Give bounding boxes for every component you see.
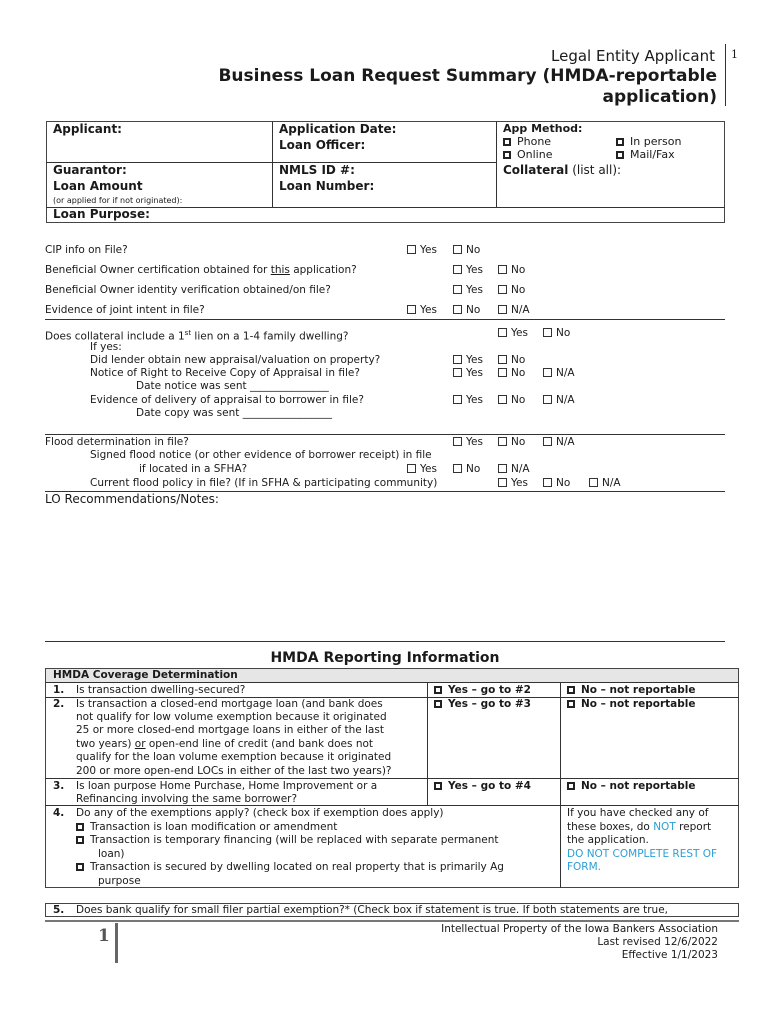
q2-line6: 200 or more open-end LOCs in either of the last two years)?: [76, 765, 392, 777]
q4-option-temporary[interactable]: Transaction is temporary financing (will be replaced with separate permanent: [76, 834, 499, 847]
q4-note-line3: the application.: [567, 834, 649, 846]
cip-yes[interactable]: Yes: [407, 244, 437, 257]
bo-identity-no[interactable]: No: [498, 284, 525, 297]
checkbox-icon[interactable]: [453, 305, 462, 314]
q1-number: 1.: [53, 684, 65, 696]
if-yes-label: If yes:: [90, 341, 122, 353]
q3-line1: Is loan purpose Home Purchase, Home Improvement or a: [76, 780, 378, 792]
notice-right-no[interactable]: No: [498, 367, 525, 380]
checkbox-icon[interactable]: [76, 863, 84, 871]
collateral-lien-yes[interactable]: Yes: [498, 327, 528, 340]
footer-page-number: 1: [98, 926, 110, 946]
q5-question: Does bank qualify for small filer partial exemption?* (Check box if statement is true. If both statements are true,: [76, 904, 669, 916]
checkbox-icon[interactable]: [503, 138, 511, 146]
checkbox-icon[interactable]: [543, 328, 552, 337]
page-title-line2: application): [602, 87, 717, 107]
header-page-number: 1: [731, 48, 738, 61]
loan-number-label: Loan Number:: [279, 179, 375, 193]
joint-intent-na[interactable]: N/A: [498, 304, 530, 317]
checkbox-icon[interactable]: [567, 782, 575, 790]
checkbox-icon[interactable]: [407, 464, 416, 473]
method-phone[interactable]: Phone: [503, 135, 551, 148]
notice-right-na[interactable]: N/A: [543, 367, 575, 380]
checkbox-icon[interactable]: [498, 368, 507, 377]
appraisal-no[interactable]: No: [498, 354, 525, 367]
checkbox-icon[interactable]: [498, 478, 507, 487]
application-date-label: Application Date:: [279, 122, 397, 136]
evidence-delivery-na[interactable]: N/A: [543, 394, 575, 407]
q4-note-line5: FORM.: [567, 861, 601, 873]
checkbox-icon[interactable]: [616, 138, 624, 146]
checkbox-icon[interactable]: [543, 478, 552, 487]
table-divider: [560, 682, 561, 888]
q4-question: Do any of the exemptions apply? (check box if exemption does apply): [76, 807, 444, 819]
joint-intent-no[interactable]: No: [453, 304, 480, 317]
checkbox-icon[interactable]: [453, 368, 462, 377]
flood-policy-na[interactable]: N/A: [589, 477, 621, 490]
checkbox-icon[interactable]: [543, 437, 552, 446]
signed-flood-question: Signed flood notice (or other evidence of borrower receipt) in file: [90, 449, 432, 461]
checkbox-icon[interactable]: [453, 464, 462, 473]
table-divider: [45, 778, 739, 779]
checkbox-icon[interactable]: [589, 478, 598, 487]
method-in-person[interactable]: In person: [616, 135, 681, 148]
evidence-delivery-no[interactable]: No: [498, 394, 525, 407]
sfha-no[interactable]: No: [453, 463, 480, 476]
checkbox-icon[interactable]: [407, 245, 416, 254]
date-copy-field[interactable]: Date copy was sent _________________: [136, 407, 332, 419]
q2-number: 2.: [53, 698, 65, 710]
q2-line2: not qualify for low volume exemption because it originated: [76, 711, 387, 723]
notes-bottom-rule: [45, 641, 725, 642]
q2-line1: Is transaction a closed-end mortgage loan (and bank does: [76, 698, 383, 710]
collateral-lien-question: Does collateral include a 1st lien on a 1-4 family dwelling?: [45, 329, 349, 343]
checkbox-icon[interactable]: [543, 368, 552, 377]
q4-note-line2: these boxes, do NOT report: [567, 821, 712, 833]
flood-policy-yes[interactable]: Yes: [498, 477, 528, 490]
section-divider: [45, 319, 725, 320]
bo-identity-yes[interactable]: Yes: [453, 284, 483, 297]
footer-page-bar: [115, 923, 118, 963]
method-online[interactable]: Online: [503, 148, 552, 161]
checkbox-icon[interactable]: [567, 700, 575, 708]
checkbox-icon[interactable]: [434, 782, 442, 790]
notice-right-yes[interactable]: Yes: [453, 367, 483, 380]
lo-notes-label: LO Recommendations/Notes:: [45, 492, 219, 506]
q1-question: Is transaction dwelling-secured?: [76, 684, 246, 696]
q4-option-ag[interactable]: Transaction is secured by dwelling located on real property that is primarily Ag: [76, 861, 504, 874]
page-title-line1: Business Loan Request Summary (HMDA-reportable: [218, 66, 717, 86]
q3-line2: Refinancing involving the same borrower?: [76, 793, 298, 805]
evidence-delivery-yes[interactable]: Yes: [453, 394, 483, 407]
q3-number: 3.: [53, 780, 65, 792]
legal-entity-label: Legal Entity Applicant: [551, 47, 715, 65]
flood-det-question: Flood determination in file?: [45, 436, 189, 448]
q1-yes[interactable]: Yes – go to #2: [434, 684, 531, 697]
cip-no[interactable]: No: [453, 244, 480, 257]
checkbox-icon[interactable]: [434, 700, 442, 708]
appraisal-yes[interactable]: Yes: [453, 354, 483, 367]
checkbox-icon[interactable]: [453, 245, 462, 254]
checkbox-icon[interactable]: [543, 395, 552, 404]
checkbox-icon[interactable]: [453, 395, 462, 404]
checkbox-icon[interactable]: [498, 355, 507, 364]
bo-cert-no[interactable]: No: [498, 264, 525, 277]
checkbox-icon[interactable]: [567, 686, 575, 694]
lo-notes-area[interactable]: [45, 510, 725, 640]
q4-option-temporary-cont: loan): [98, 848, 125, 860]
q2-line3: 25 or more closed-end mortgage loans in either of the last: [76, 724, 384, 736]
flood-det-no[interactable]: No: [498, 436, 525, 449]
flood-det-yes[interactable]: Yes: [453, 436, 483, 449]
loan-amount-note: (or applied for if not originated):: [53, 196, 183, 205]
notice-right-question: Notice of Right to Receive Copy of Appraisal in file?: [90, 367, 360, 379]
q4-option-modification[interactable]: Transaction is loan modification or amendment: [76, 821, 337, 834]
q4-option-ag-cont: purpose: [98, 875, 141, 887]
joint-intent-question: Evidence of joint intent in file?: [45, 304, 205, 316]
checkbox-icon[interactable]: [503, 151, 511, 159]
checkbox-icon[interactable]: [453, 355, 462, 364]
checkbox-icon[interactable]: [453, 437, 462, 446]
section-divider: [45, 434, 725, 435]
evidence-delivery-question: Evidence of delivery of appraisal to borrower in file?: [90, 394, 364, 406]
checkbox-icon[interactable]: [76, 836, 84, 844]
table-divider: [272, 121, 273, 208]
hmda-coverage-label: HMDA Coverage Determination: [53, 669, 238, 681]
hmda-heading: HMDA Reporting Information: [270, 650, 500, 666]
checkbox-icon[interactable]: [498, 305, 507, 314]
appraisal-question: Did lender obtain new appraisal/valuation on property?: [90, 354, 381, 366]
q2-line4: two years) or open-end line of credit (and bank does not: [76, 738, 374, 750]
sfha-na[interactable]: N/A: [498, 463, 530, 476]
collateral-label: Collateral (list all):: [503, 163, 622, 177]
q3-no[interactable]: No – not reportable: [567, 780, 695, 793]
flood-policy-no[interactable]: No: [543, 477, 570, 490]
table-divider: [427, 682, 428, 805]
date-notice-field[interactable]: Date notice was sent _______________: [136, 380, 329, 392]
sfha-yes[interactable]: Yes: [407, 463, 437, 476]
collateral-lien-no[interactable]: No: [543, 327, 570, 340]
checkbox-icon[interactable]: [498, 265, 507, 274]
loan-officer-label: Loan Officer:: [279, 138, 366, 152]
checkbox-icon[interactable]: [498, 464, 507, 473]
q1-no[interactable]: No – not reportable: [567, 684, 695, 697]
checkbox-icon[interactable]: [498, 395, 507, 404]
checkbox-icon[interactable]: [407, 305, 416, 314]
flood-det-na[interactable]: N/A: [543, 436, 575, 449]
footer-rule: [45, 920, 739, 922]
joint-intent-yes[interactable]: Yes: [407, 304, 437, 317]
bo-cert-yes[interactable]: Yes: [453, 264, 483, 277]
q4-note-line1: If you have checked any of: [567, 807, 709, 819]
table-divider: [496, 121, 497, 208]
checkbox-icon[interactable]: [434, 686, 442, 694]
nmls-id-label: NMLS ID #:: [279, 163, 355, 177]
checkbox-icon[interactable]: [498, 328, 507, 337]
guarantor-label: Guarantor:: [53, 163, 127, 177]
q2-no[interactable]: No – not reportable: [567, 698, 695, 711]
footer-revised: Last revised 12/6/2022: [597, 936, 718, 948]
method-mail-fax[interactable]: Mail/Fax: [616, 148, 675, 161]
header-rule: [725, 44, 726, 106]
checkbox-icon[interactable]: [498, 437, 507, 446]
q4-note-line4: DO NOT COMPLETE REST OF: [567, 848, 718, 860]
cip-question: CIP info on File?: [45, 244, 128, 256]
q2-yes[interactable]: Yes – go to #3: [434, 698, 531, 711]
q4-number: 4.: [53, 807, 65, 819]
q3-yes[interactable]: Yes – go to #4: [434, 780, 531, 793]
checkbox-icon[interactable]: [453, 285, 462, 294]
app-method-label: App Method:: [503, 122, 583, 135]
bo-cert-question: Beneficial Owner certification obtained for this application?: [45, 264, 357, 276]
checkbox-icon[interactable]: [616, 151, 624, 159]
flood-policy-question: Current flood policy in file? (If in SFHA & participating community): [90, 477, 438, 489]
applicant-label: Applicant:: [53, 122, 122, 136]
bo-identity-question: Beneficial Owner identity verification obtained/on file?: [45, 284, 331, 296]
if-sfha-question: if located in a SFHA?: [139, 463, 248, 475]
checkbox-icon[interactable]: [453, 265, 462, 274]
table-divider: [45, 682, 739, 683]
q5-number: 5.: [53, 904, 65, 916]
loan-purpose-label: Loan Purpose:: [53, 207, 150, 221]
q2-line5: qualify for the loan volume exemption because it originated: [76, 751, 392, 763]
footer-effective: Effective 1/1/2023: [621, 949, 718, 961]
loan-amount-label: Loan Amount: [53, 179, 143, 193]
footer-ip: Intellectual Property of the Iowa Bankers Association: [441, 923, 718, 935]
checkbox-icon[interactable]: [498, 285, 507, 294]
checkbox-icon[interactable]: [76, 823, 84, 831]
